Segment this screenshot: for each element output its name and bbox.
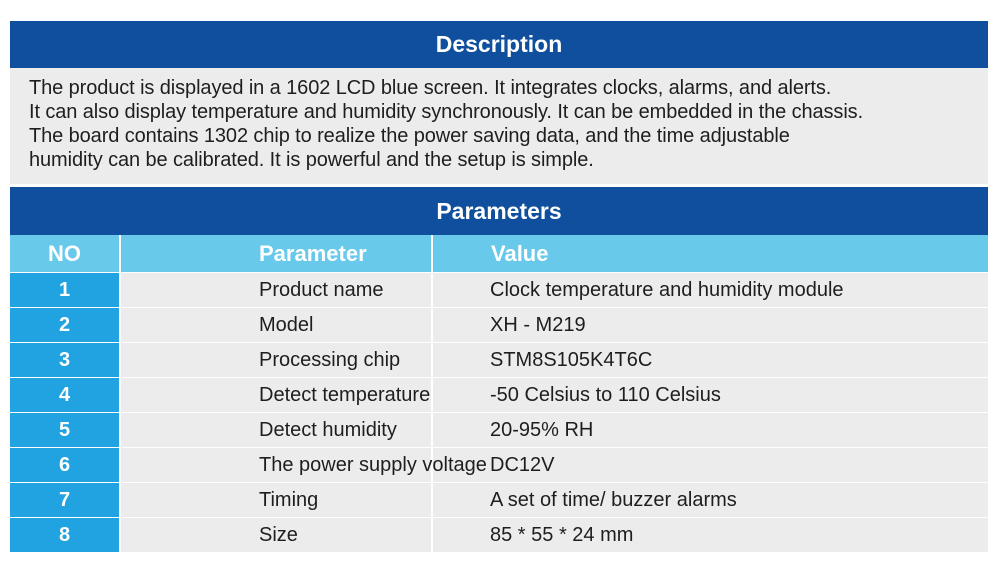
description-title: Description xyxy=(10,21,988,68)
table-row xyxy=(10,343,988,378)
description-line: The product is displayed in a 1602 LCD blue screen. It integrates clocks, alarms, and alerts. xyxy=(29,77,832,99)
row-number: 2 xyxy=(10,308,120,343)
spec-sheet xyxy=(10,21,988,552)
header-no: NO xyxy=(10,235,120,273)
table-row xyxy=(10,378,988,413)
parameters-table xyxy=(10,235,988,552)
row-number: 1 xyxy=(10,273,120,308)
row-parameter: Size xyxy=(120,518,432,553)
description-text xyxy=(10,68,988,184)
row-value: -50 Celsius to 110 Celsius xyxy=(432,378,988,413)
description-line: humidity can be calibrated. It is powerful and the setup is simple. xyxy=(29,149,594,171)
table-row xyxy=(10,448,988,483)
row-value: 20-95% RH xyxy=(432,413,988,448)
header-value: Value xyxy=(432,235,988,273)
row-parameter: Detect temperature xyxy=(120,378,432,413)
table-row xyxy=(10,518,988,553)
row-value: 85 * 55 * 24 mm xyxy=(432,518,988,553)
row-value: DC12V xyxy=(432,448,988,483)
row-parameter: Processing chip xyxy=(120,343,432,378)
row-number: 6 xyxy=(10,448,120,483)
table-row xyxy=(10,413,988,448)
row-value: A set of time/ buzzer alarms xyxy=(432,483,988,518)
row-value: XH - M219 xyxy=(432,308,988,343)
row-number: 5 xyxy=(10,413,120,448)
row-value: Clock temperature and humidity module xyxy=(432,273,988,308)
header-parameter: Parameter xyxy=(120,235,432,273)
row-parameter: The power supply voltage xyxy=(120,448,432,483)
row-parameter: Product name xyxy=(120,273,432,308)
parameters-title: Parameters xyxy=(10,187,988,235)
table-header-row xyxy=(10,235,988,273)
table-row xyxy=(10,308,988,343)
row-value: STM8S105K4T6C xyxy=(432,343,988,378)
row-number: 3 xyxy=(10,343,120,378)
table-row xyxy=(10,483,988,518)
table-row xyxy=(10,273,988,308)
row-parameter: Detect humidity xyxy=(120,413,432,448)
row-number: 7 xyxy=(10,483,120,518)
row-number: 4 xyxy=(10,378,120,413)
row-parameter: Model xyxy=(120,308,432,343)
description-line: It can also display temperature and humidity synchronously. It can be embedded in the chassis. xyxy=(29,101,864,123)
description-line: The board contains 1302 chip to realize the power saving data, and the time adjustable xyxy=(29,125,790,147)
row-number: 8 xyxy=(10,518,120,553)
row-parameter: Timing xyxy=(120,483,432,518)
